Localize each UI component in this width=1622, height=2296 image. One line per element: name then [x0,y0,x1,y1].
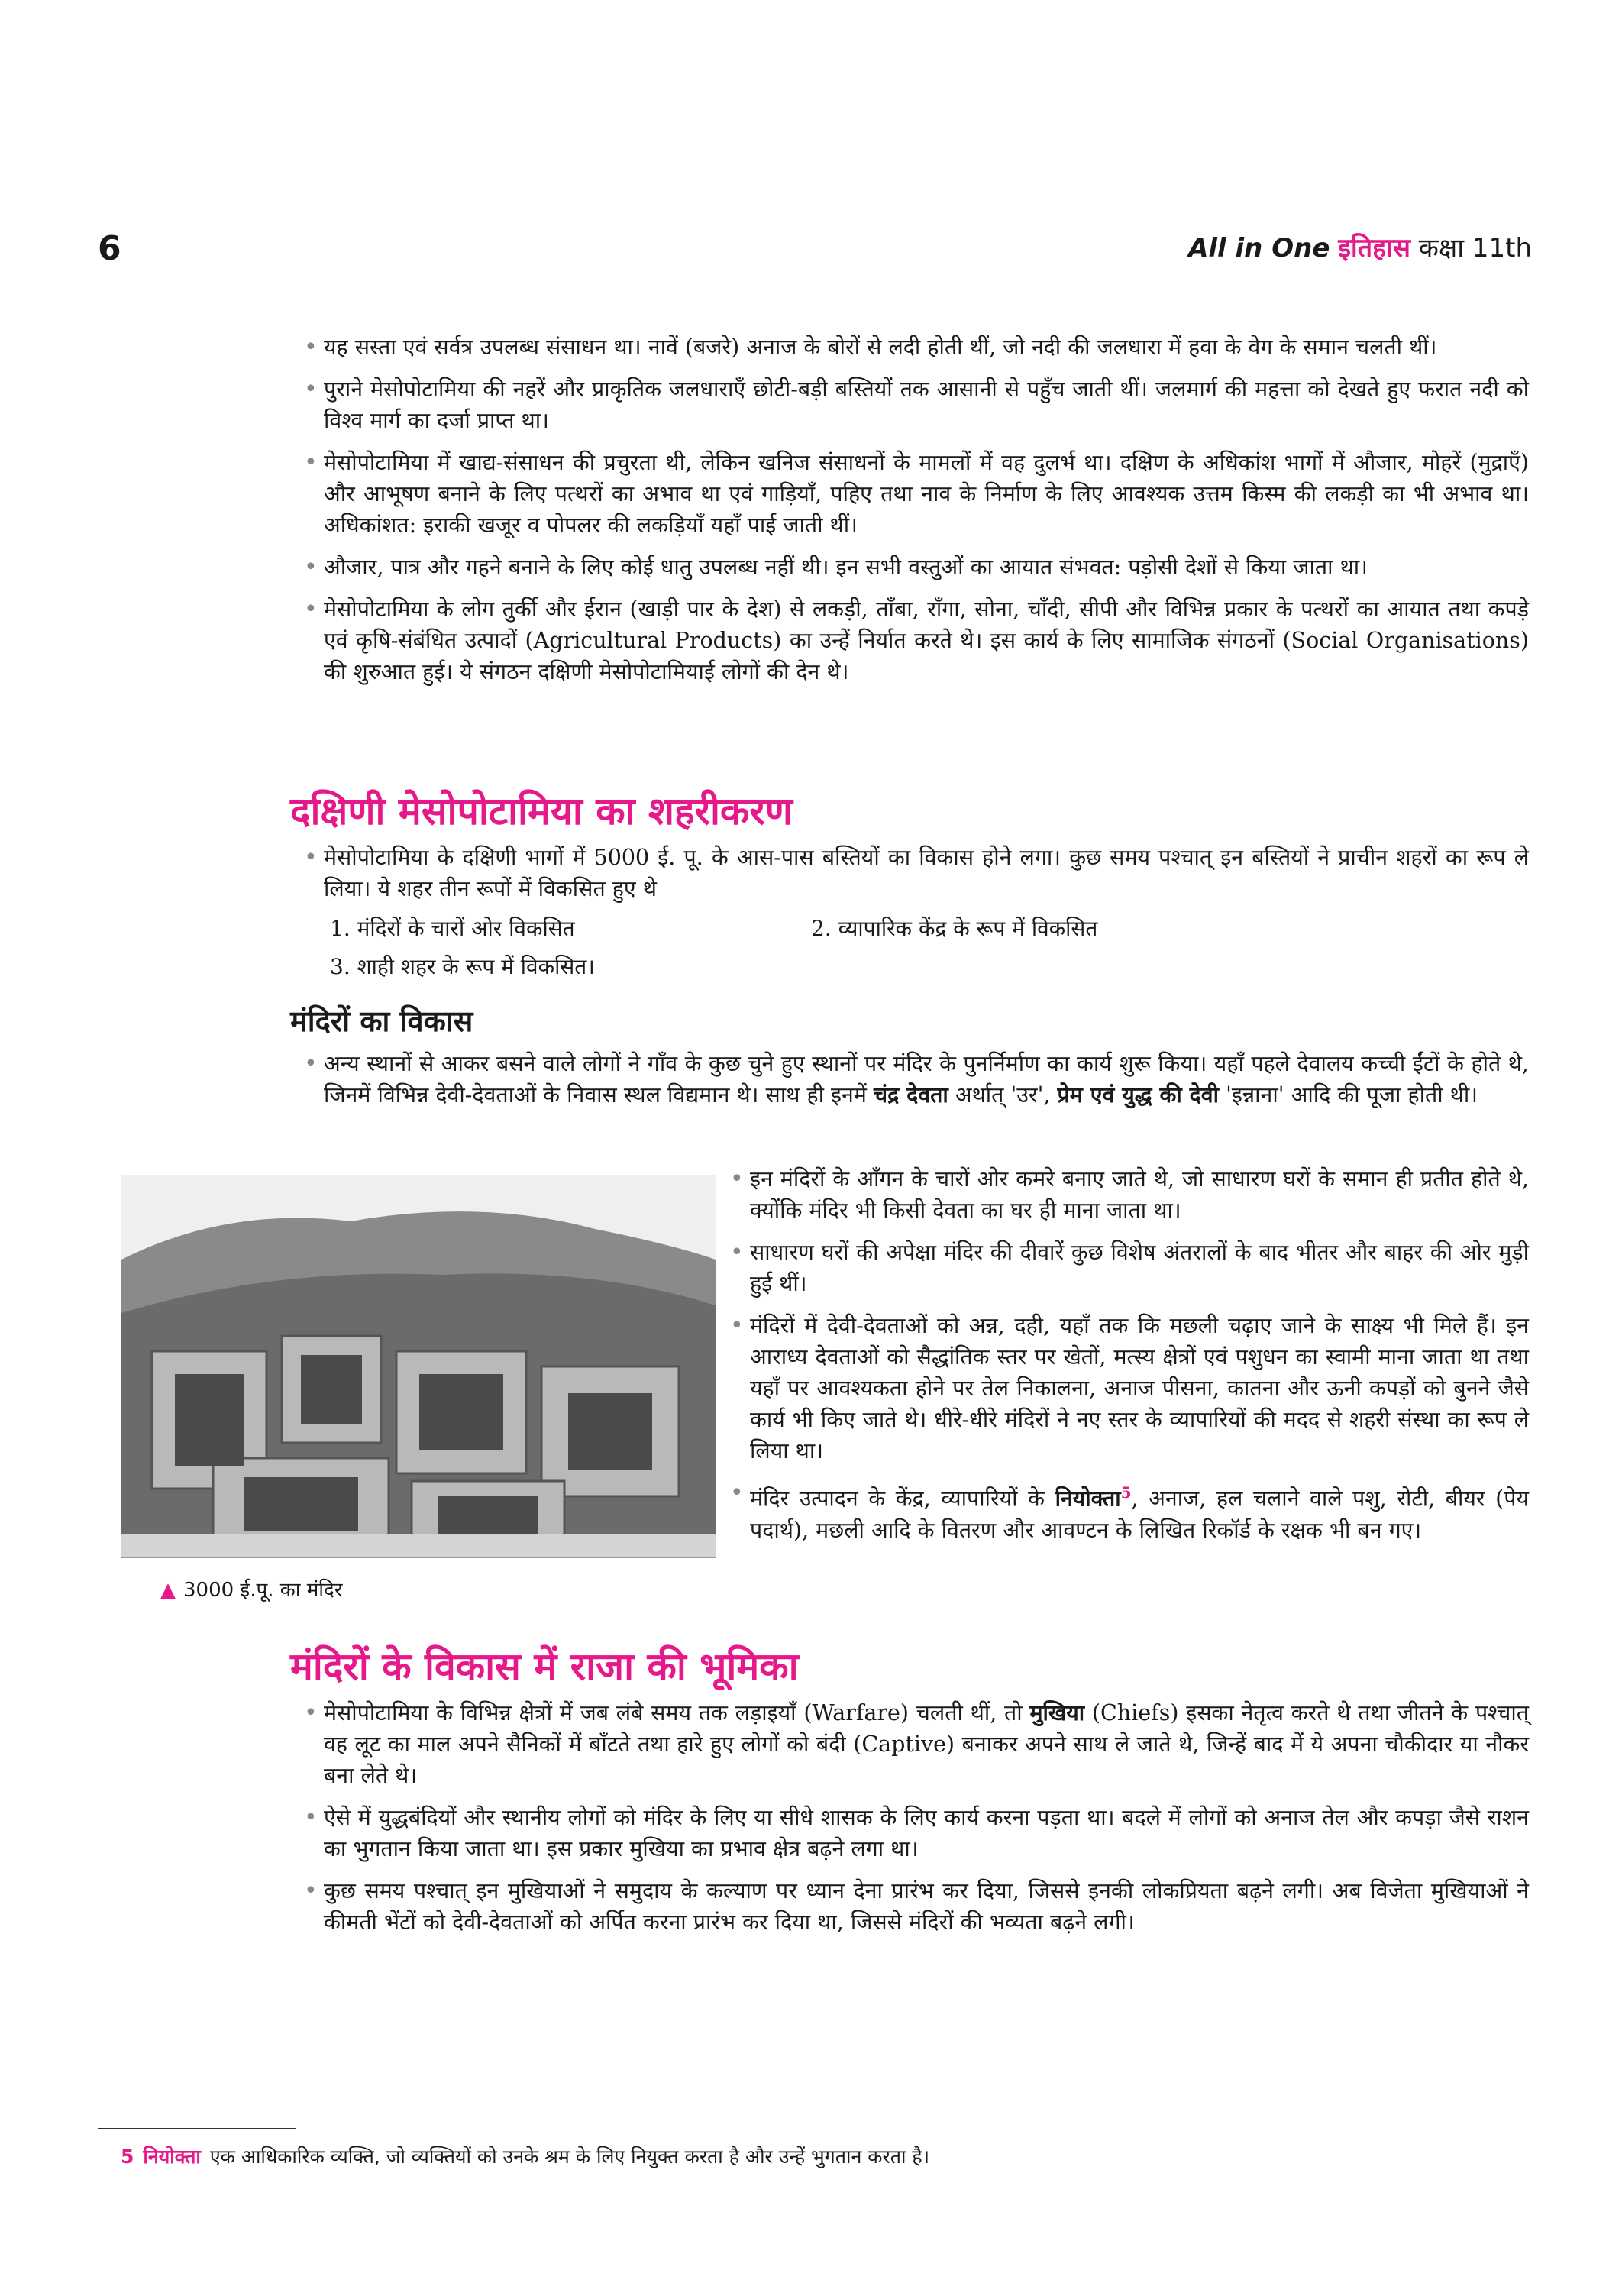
list-item: • इन मंदिरों के आँगन के चारों ओर कमरे बनाए जाते थे, जो साधारण घरों के समान ही प्रतीत होते थे, क्योंकि मंदिर भी किसी देवता का घर ही माना जाता था। [750,1163,1529,1226]
temples-bullet-list [324,1048,1529,1121]
photo-caption: ▲ 3000 ई.पू. का मंदिर [160,1579,343,1602]
class-label: कक्षा 11th [1418,233,1532,264]
list-item: • मंदिरों में देवी-देवताओं को अन्न, दही, यहाँ तक कि मछली चढ़ाए जाने के साक्ष्य भी मिले हैं। इन आराध्य देवताओं को सैद्धांतिक स्तर पर खेतों, मत्स्य क्षेत्रों एवं पशुधन का स्वामी माना जाता था तथा यहाँ पर आवश्यकता होने पर तेल निकालना, अनाज पीसना, कातना और ऊनी कपड़ों को बुनने जैसे कार्य भी किए जाते थे। धीरे-धीरे मंदिरों ने नए स्तर के व्यापारियों की मदद से शहरी संस्था का रूप ले लिया था। [750,1310,1529,1467]
list-item: • मेसोपोटामिया के विभिन्न क्षेत्रों में जब लंबे समय तक लड़ाइयाँ (Warfare) चलती थीं, तो मुखिया (Chiefs) इसका नेतृत्व करते थे तथा जीतने के पश्चात् वह लूट का माल अपने सैनिकों में बाँटते तथा हारे हुए लोगों को बंदी (Captive) बनाकर अपने साथ ले जाते थे, जिन्हें बाद में ये अपना चौकीदार या नौकर बना लेते थे। [324,1697,1529,1791]
section-heading-urbanization: दक्षिणी मेसोपोटामिया का शहरीकरण [290,789,793,833]
list-item: • मेसोपोटामिया के दक्षिणी भागों में 5000 ई. पू. के आस-पास बस्तियों का विकास होने लगा। कुछ समय पश्चात् इन बस्तियों ने प्राचीन शहरों का रूप ले लिया। ये शहर तीन रूपों में विकसित हुए थे [324,842,1529,904]
list-item: • मेसोपोटामिया के लोग तुर्की और ईरान (खाड़ी पार के देश) से लकड़ी, ताँबा, राँगा, सोना, चाँदी, सीपी और विभिन्न प्रकार के पत्थरों का आयात तथा कपड़े एवं कृषि-संबंधित उत्पादों (Agricultural Products) का उन्हें निर्यात करते थे। इस कार्य के लिए सामाजिक संगठनों (Social Organisations) की शुरुआत हुई। ये संगठन दक्षिणी मेसोपोटामियाई लोगों की देन थे। [324,593,1529,687]
urbanization-bullet-list [324,842,1529,915]
footnote-reference[interactable]: 5 [1120,1483,1132,1502]
list-item: • कुछ समय पश्चात् इन मुखियाओं ने समुदाय के कल्याण पर ध्यान देना प्रारंभ कर दिया, जिससे इनकी लोकप्रियता बढ़ने लगी। अब विजेता मुखियाओं ने कीमती भेंटों को देवी-देवताओं को अर्पित करना प्रारंभ कर दिया था, जिससे मंदिरों की भव्यता बढ़ने लगी। [324,1875,1529,1938]
intro-bullet-list [324,331,1529,698]
triangle-icon: ▲ [160,1579,176,1602]
list-item: • साधारण घरों की अपेक्षा मंदिर की दीवारें कुछ विशेष अंतरालों के बाद भीतर और बाहर की ओर मुड़ी हुई थीं। [750,1237,1529,1299]
king-role-bullet-list [324,1697,1529,1948]
list-item: • यह सस्ता एवं सर्वत्र उपलब्ध संसाधन था। नावें (बजरे) अनाज के बोरों से लदी होती थीं, जो नदी की जलधारा में हवा के वेग के समान चलती थीं। [324,331,1529,363]
section-heading-king-role: मंदिरों के विकास में राजा की भूमिका [290,1644,799,1689]
enum-item-3: 3. शाही शहर के रूप में विकसित। [330,954,595,979]
temple-details-bullet-list [750,1163,1529,1557]
list-item: • पुराने मेसोपोटामिया की नहरें और प्राकृतिक जलधाराएँ छोटी-बड़ी बस्तियों तक आसानी से पहुँच जाती थीं। जलमार्ग की महत्ता को देखते हुए फरात नदी को विश्व मार्ग का दर्जा प्राप्त था। [324,374,1529,436]
list-item: • औजार, पात्र और गहने बनाने के लिए कोई धातु उपलब्ध नहीं थी। इन सभी वस्तुओं का आयात संभवत: पड़ोसी देशों से किया जाता था। [324,551,1529,583]
footnote: 5 नियोक्ता एक आधिकारिक व्यक्ति, जो व्यक्तियों को उनके श्रम के लिए नियुक्त करता है और उन्हें भुगतान करता है। [121,2146,930,2168]
temple-ruins-photo [121,1175,716,1558]
list-item: • अन्य स्थानों से आकर बसने वाले लोगों ने गाँव के कुछ चुने हुए स्थानों पर मंदिर के पुनर्निर्माण का कार्य शुरू किया। यहाँ पहले देवालय कच्ची ईंटों के होते थे, जिनमें विभिन्न देवी-देवताओं के निवास स्थल विद्यमान थे। साथ ही इनमें चंद्र देवता अर्थात् 'उर', प्रेम एवं युद्ध की देवी 'इन्नाना' आदि की पूजा होती थी। [324,1048,1529,1111]
subsection-heading-temples: मंदिरों का विकास [290,1004,473,1038]
list-item: • ऐसे में युद्धबंदियों और स्थानीय लोगों को मंदिर के लिए या सीधे शासक के लिए कार्य करना पड़ता था। बदले में लोगों को अनाज तेल और कपड़ा जैसे राशन का भुगतान किया जाता था। इस प्रकार मुखिया का प्रभाव क्षेत्र बढ़ने लगा था। [324,1802,1529,1864]
subject-title: इतिहास [1338,233,1410,264]
page-number: 6 [98,229,121,268]
running-header [1188,229,1532,264]
enum-item-2: 2. व्यापारिक केंद्र के रूप में विकसित [811,916,1098,941]
footnote-divider [98,2128,296,2129]
list-item: • मेसोपोटामिया में खाद्य-संसाधन की प्रचुरता थी, लेकिन खनिज संसाधनों के मामलों में वह दुलर्भ था। दक्षिण के अधिकांश भागों में औजार, मोहरें (मुद्राएँ) और आभूषण बनाने के लिए पत्थरों का अभाव था एवं गाड़ियाँ, पहिए तथा नाव के निर्माण के लिए आवश्यक उत्तम किस्म की लकड़ी का भी अभाव था। अधिकांशत: इराकी खजूर व पोपलर की लकड़ियाँ यहाँ पाई जाती थीं। [324,447,1529,541]
brand-logo: All in One [1188,233,1330,264]
enum-item-1: 1. मंदिरों के चारों ओर विकसित [330,916,575,941]
list-item: • मंदिर उत्पादन के केंद्र, व्यापारियों के नियोक्ता$^5$, अनाज, हल चलाने वाले पशु, रोटी, बीयर (पेय पदार्थ), मछली आदि के वितरण और आवण्टन के लिखित रिकॉर्ड के रक्षक भी बन गए। [750,1477,1529,1546]
